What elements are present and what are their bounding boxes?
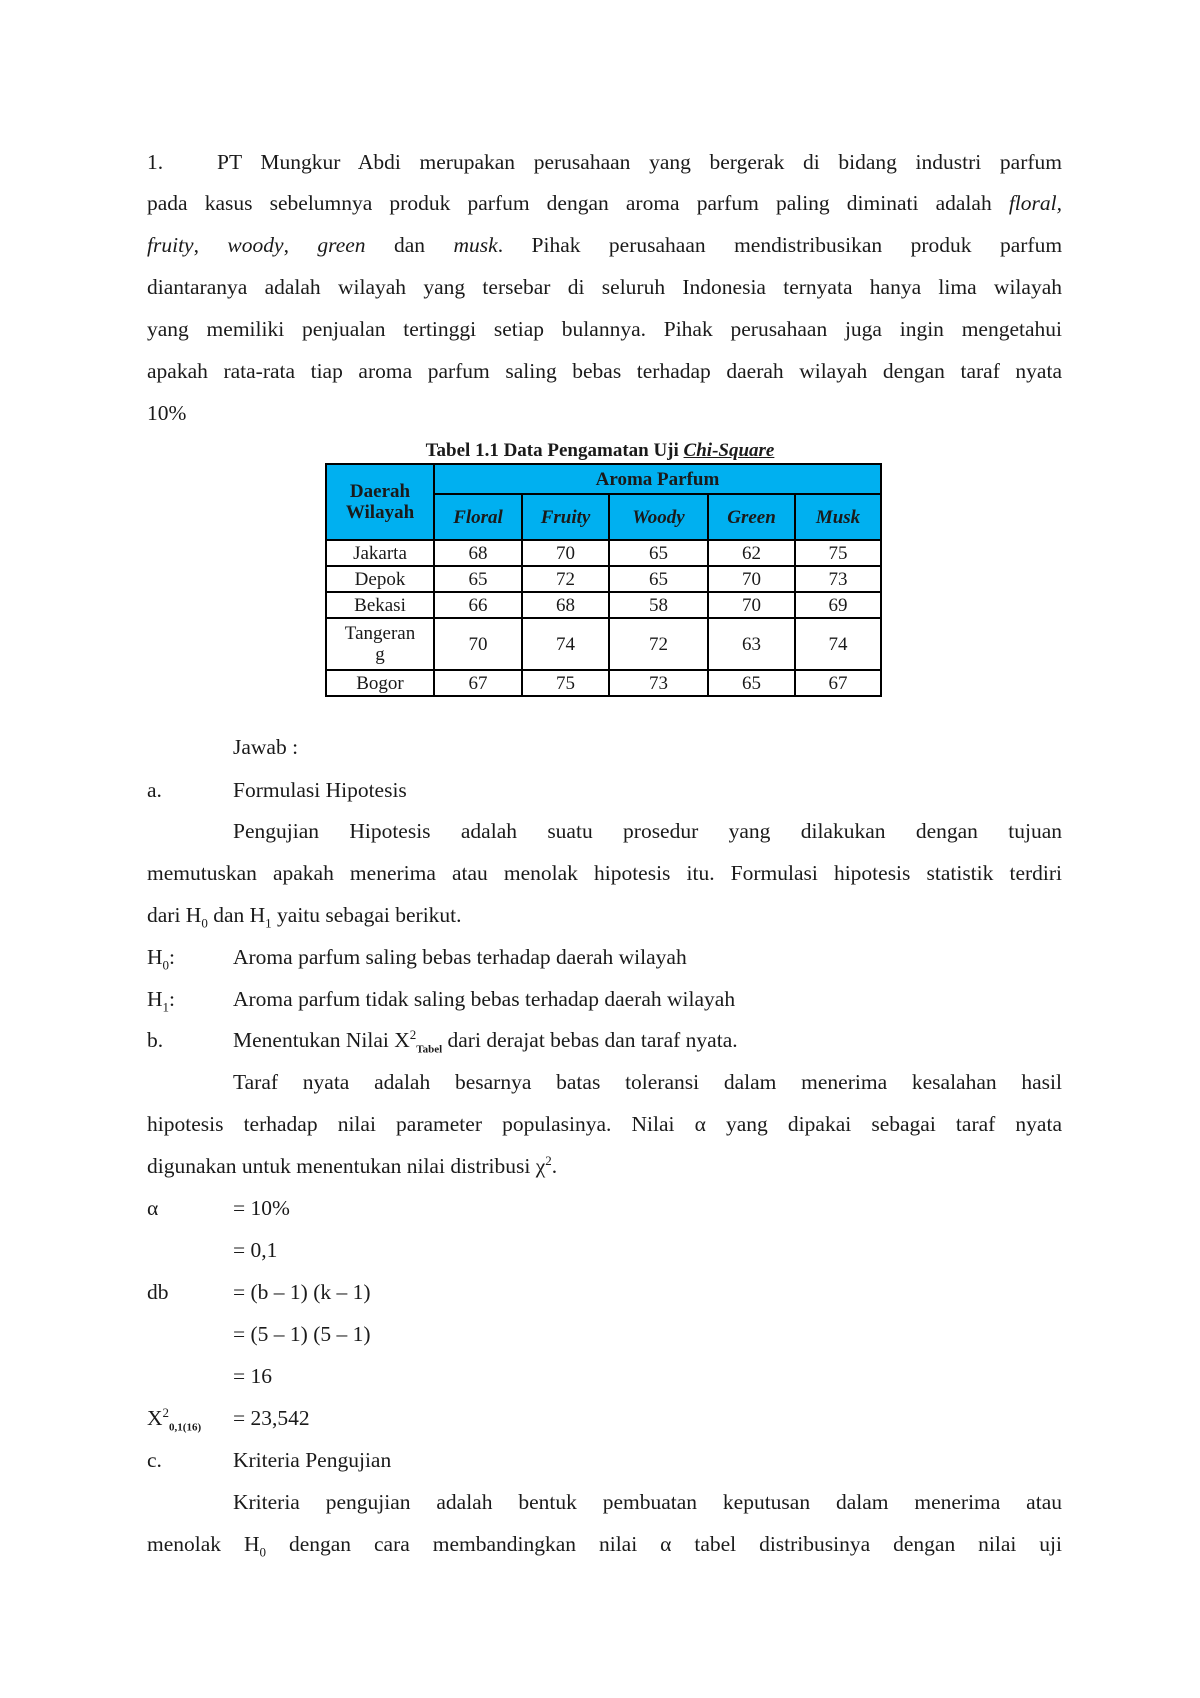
section-a-para-1: Pengujian Hipotesis adalah suatu prosedur yang dilakukan dengan tujuan — [233, 819, 1062, 843]
chi-value: = 23,542 — [233, 1406, 310, 1430]
section-a-title: Formulasi Hipotesis — [233, 778, 407, 802]
section-a-para-3: dari $H_0$ dan $H_1$ yaitu sebagai berikut. — [147, 903, 462, 931]
table-row: Bogor 67 75 73 65 67 — [326, 670, 881, 696]
col-header-green: Green — [708, 494, 795, 540]
row-header: Daerah Wilayah — [326, 464, 434, 540]
col-header-fruity: Fruity — [522, 494, 609, 540]
table-caption: Tabel 1.1 Data Pengamatan Uji Chi-Square — [425, 440, 775, 461]
table-row: Bekasi 66 68 58 70 69 — [326, 592, 881, 618]
observation-table — [325, 463, 882, 697]
db-value-1: = (b – 1) (k – 1) — [233, 1280, 371, 1304]
col-header-floral: Floral — [434, 494, 522, 540]
section-c-label: c. — [147, 1448, 162, 1472]
alpha-value-2: = 0,1 — [233, 1238, 278, 1262]
group-header: Aroma Parfum — [434, 464, 881, 494]
section-c-para-2: menolak $H_0$ dengan cara membandingkan nilai α tabel distribusinya dengan nilai uji — [147, 1532, 1062, 1560]
section-b-para-1: Taraf nyata adalah besarnya batas toleransi dalam menerima kesalahan hasil — [233, 1070, 1062, 1094]
col-header-musk: Musk — [795, 494, 881, 540]
db-value-2: = (5 – 1) (5 – 1) — [233, 1322, 371, 1346]
problem-line-5: yang memiliki penjualan tertinggi setiap bulannya. Pihak perusahaan juga ingin mengetahui — [147, 317, 1062, 341]
table-row: Jakarta 68 70 65 62 75 — [326, 540, 881, 566]
h0-text: Aroma parfum saling bebas terhadap daerah wilayah — [233, 945, 687, 969]
section-a-label: a. — [147, 778, 162, 802]
problem-line-7: 10% — [147, 401, 187, 425]
problem-line-4: diantaranya adalah wilayah yang tersebar di seluruh Indonesia ternyata hanya lima wilayah — [147, 275, 1062, 299]
table-row: Depok 65 72 65 70 73 — [326, 566, 881, 592]
section-b-para-2: hipotesis terhadap nilai parameter populasinya. Nilai α yang dipakai sebagai taraf nyata — [147, 1112, 1062, 1136]
section-c-para-1: Kriteria pengujian adalah bentuk pembuatan keputusan dalam menerima atau — [233, 1490, 1062, 1514]
h0-label: $H_0$: — [147, 945, 176, 973]
db-label: db — [147, 1280, 169, 1304]
col-header-woody: Woody — [609, 494, 708, 540]
problem-number: 1. — [147, 150, 164, 174]
h1-text: Aroma parfum tidak saling bebas terhadap daerah wilayah — [233, 987, 736, 1011]
db-value-3: = 16 — [233, 1364, 273, 1388]
section-b-title: Menentukan Nilai $X^2_{Tabel}$ dari derajat bebas dan taraf nyata. — [233, 1026, 738, 1056]
table-row: Tangeran g 70 74 72 63 74 — [326, 618, 881, 670]
problem-line-2: pada kasus sebelumnya produk parfum dengan aroma parfum paling diminati adalah floral, — [147, 191, 1062, 215]
aroma-floral: floral, — [1008, 191, 1062, 215]
section-b-para-3: digunakan untuk menentukan nilai distribusi $\chi^2$. — [147, 1152, 558, 1178]
section-c-title: Kriteria Pengujian — [233, 1448, 392, 1472]
alpha-value-1: = 10% — [233, 1196, 290, 1220]
problem-line-1: PT Mungkur Abdi merupakan perusahaan yang bergerak di bidang industri parfum — [217, 150, 1062, 174]
section-a-para-2: memutuskan apakah menerima atau menolak hipotesis itu. Formulasi hipotesis statistik terdiri — [147, 861, 1062, 885]
section-b-label: b. — [147, 1028, 164, 1052]
alpha-label: α — [147, 1196, 159, 1220]
answer-heading: Jawab : — [233, 735, 299, 759]
h1-label: $H_1$: — [147, 987, 176, 1015]
problem-line-6: apakah rata-rata tiap aroma parfum saling bebas terhadap daerah wilayah dengan taraf nyata — [147, 359, 1062, 383]
problem-line-3: fruity, woody, green dan musk. Pihak perusahaan mendistribusikan produk parfum — [147, 233, 1063, 257]
chi-label: $X^2_{0,1(16)}$ — [147, 1404, 202, 1434]
